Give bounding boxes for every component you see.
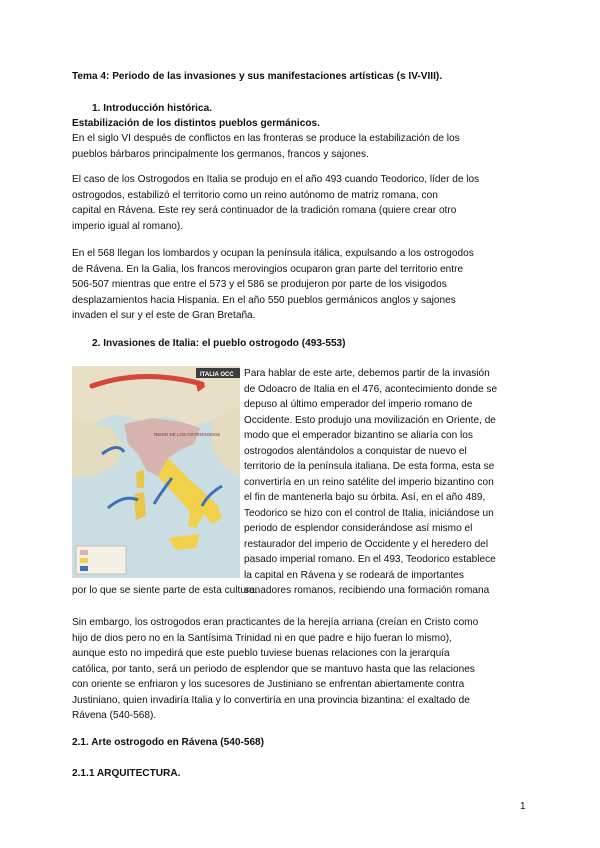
- text-line: territorio de la península italiana. De esta forma, esta se: [244, 461, 495, 472]
- paragraph-3: [72, 246, 532, 324]
- text-line: pueblos bárbaros principalmente los germanos, francos y sajones.: [72, 148, 369, 160]
- text-line: hijo de dios pero no en la Santísima Trinidad ni en que padre e hijo fueran lo mismo),: [72, 632, 452, 644]
- wrap-end-line: por lo que se siente parte de esta cultura.: [72, 585, 258, 596]
- text-line: Teodorico se hizo con el control de Italia, iniciándose un: [244, 507, 494, 519]
- text-line: de Rávena. En la Galia, los francos merovingios ocuparon gran parte del territorio entre: [72, 263, 464, 275]
- text-line: Sin embargo, los ostrogodos eran practicantes de la herejía arriana (creían en Cristo como: [72, 617, 479, 628]
- text-line: aunque esto no impedirá que este pueblo tuviese buenas relaciones con la jerarquía: [72, 648, 450, 659]
- map-corsica: [136, 470, 144, 488]
- map-title-label: ITALIA OCC: [200, 372, 234, 378]
- text-line: En el 568 llegan los lombardos y ocupan la península itálica, expulsando a los ostrogodos: [72, 248, 474, 259]
- section-2-1-heading: 2.1. Arte ostrogodo en Rávena (540-568): [72, 737, 265, 748]
- text-line: pasado imperial romano. En el 493, Teodorico establece: [244, 554, 496, 565]
- paragraph-1: [72, 131, 532, 162]
- text-line: Justiniano, quien invadiría Italia y lo convertiría en una provincia bizantina: el exaltado de: [72, 694, 470, 706]
- text-line: El caso de los Ostrogodos en Italia se produjo en el año 493 cuando Teodorico, líder de los: [72, 174, 480, 185]
- page-number: 1: [520, 801, 526, 812]
- text-line: invaden el sur y el este de Gran Bretaña.: [72, 310, 256, 321]
- text-line: Occidente. Esto produjo una movilización en Oriente, de: [244, 414, 496, 426]
- text-line: modo que el emperador bizantino se aliaría con los: [244, 430, 473, 441]
- text-line: ostrogodos alentándolos a conquistar de nuevo el: [244, 445, 467, 457]
- wrapped-paragraph: [244, 366, 497, 599]
- text-line: católica, por tanto, será un periodo de esplendor que se mantuvo hasta que las relaciones: [72, 663, 475, 675]
- section-1-heading: 1. Introducción histórica.: [92, 103, 213, 114]
- text-line: de Odoacro de Italia en el 476, acontecimiento donde se: [244, 383, 498, 395]
- map-legend-swatch-arrows: [80, 566, 88, 571]
- text-line: el fin de mantenerla bajo su órbita. Así, en el año 489,: [244, 492, 486, 503]
- text-line: con oriente se enfriaron y los sucesores de Justiniano se enfrentan abiertamente contra: [72, 679, 465, 690]
- text-line: senadores romanos, recibiendo una formación romana: [244, 585, 490, 596]
- text-line: depuso al último emperador del imperio romano de: [244, 399, 473, 410]
- map-region-label: REINO DE LOS OSTROGODOS: [154, 432, 221, 437]
- map-legend-swatch-byzantine: [80, 558, 88, 563]
- italy-map-image: [72, 366, 240, 578]
- text-line: 506-507 mientras que entre el 573 y el 586 se produjeron por parte de los visigodos: [72, 279, 447, 290]
- text-line: ostrogodos, estabilizó el territorio como un reino autónomo de matriz romana, con: [72, 189, 438, 201]
- text-line: capital en Rávena. Este rey será continuador de la tradición romana (quiere crear otro: [72, 205, 457, 216]
- section-1-subheading: Estabilización de los distintos pueblos germánicos.: [72, 118, 320, 129]
- text-line: En el siglo VI después de conflictos en las fronteras se produce la estabilización de los: [72, 133, 460, 144]
- text-line: imperio igual al romano).: [72, 220, 184, 232]
- paragraph-5: [72, 615, 532, 724]
- map-sardinia: [134, 492, 146, 520]
- text-line: Rávena (540-568).: [72, 710, 157, 721]
- section-2-heading: 2. Invasiones de Italia: el pueblo ostrogodo (493-553): [92, 338, 346, 349]
- text-line: Para hablar de este arte, debemos partir de la invasión: [244, 368, 490, 379]
- text-line: restaurador del imperio de Occidente y el heredero del: [244, 538, 489, 550]
- text-line: periodo de esplendor considerándose así mismo el: [244, 523, 473, 534]
- paragraph-2: [72, 172, 532, 234]
- section-2-1-1-heading: 2.1.1 ARQUITECTURA.: [72, 768, 181, 779]
- text-line: desplazamientos hacia Hispania. En el año 550 pueblos germánicos anglos y sajones: [72, 294, 456, 306]
- map-legend-swatch-ostrogoth: [80, 550, 88, 555]
- text-line: la capital en Rávena y se rodeará de importantes: [244, 569, 464, 581]
- document-title: Tema 4: Periodo de las invasiones y sus manifestaciones artísticas (s IV-VIII).: [72, 71, 443, 82]
- text-line: convertiría en un reino satélite del imperio bizantino con: [244, 476, 494, 488]
